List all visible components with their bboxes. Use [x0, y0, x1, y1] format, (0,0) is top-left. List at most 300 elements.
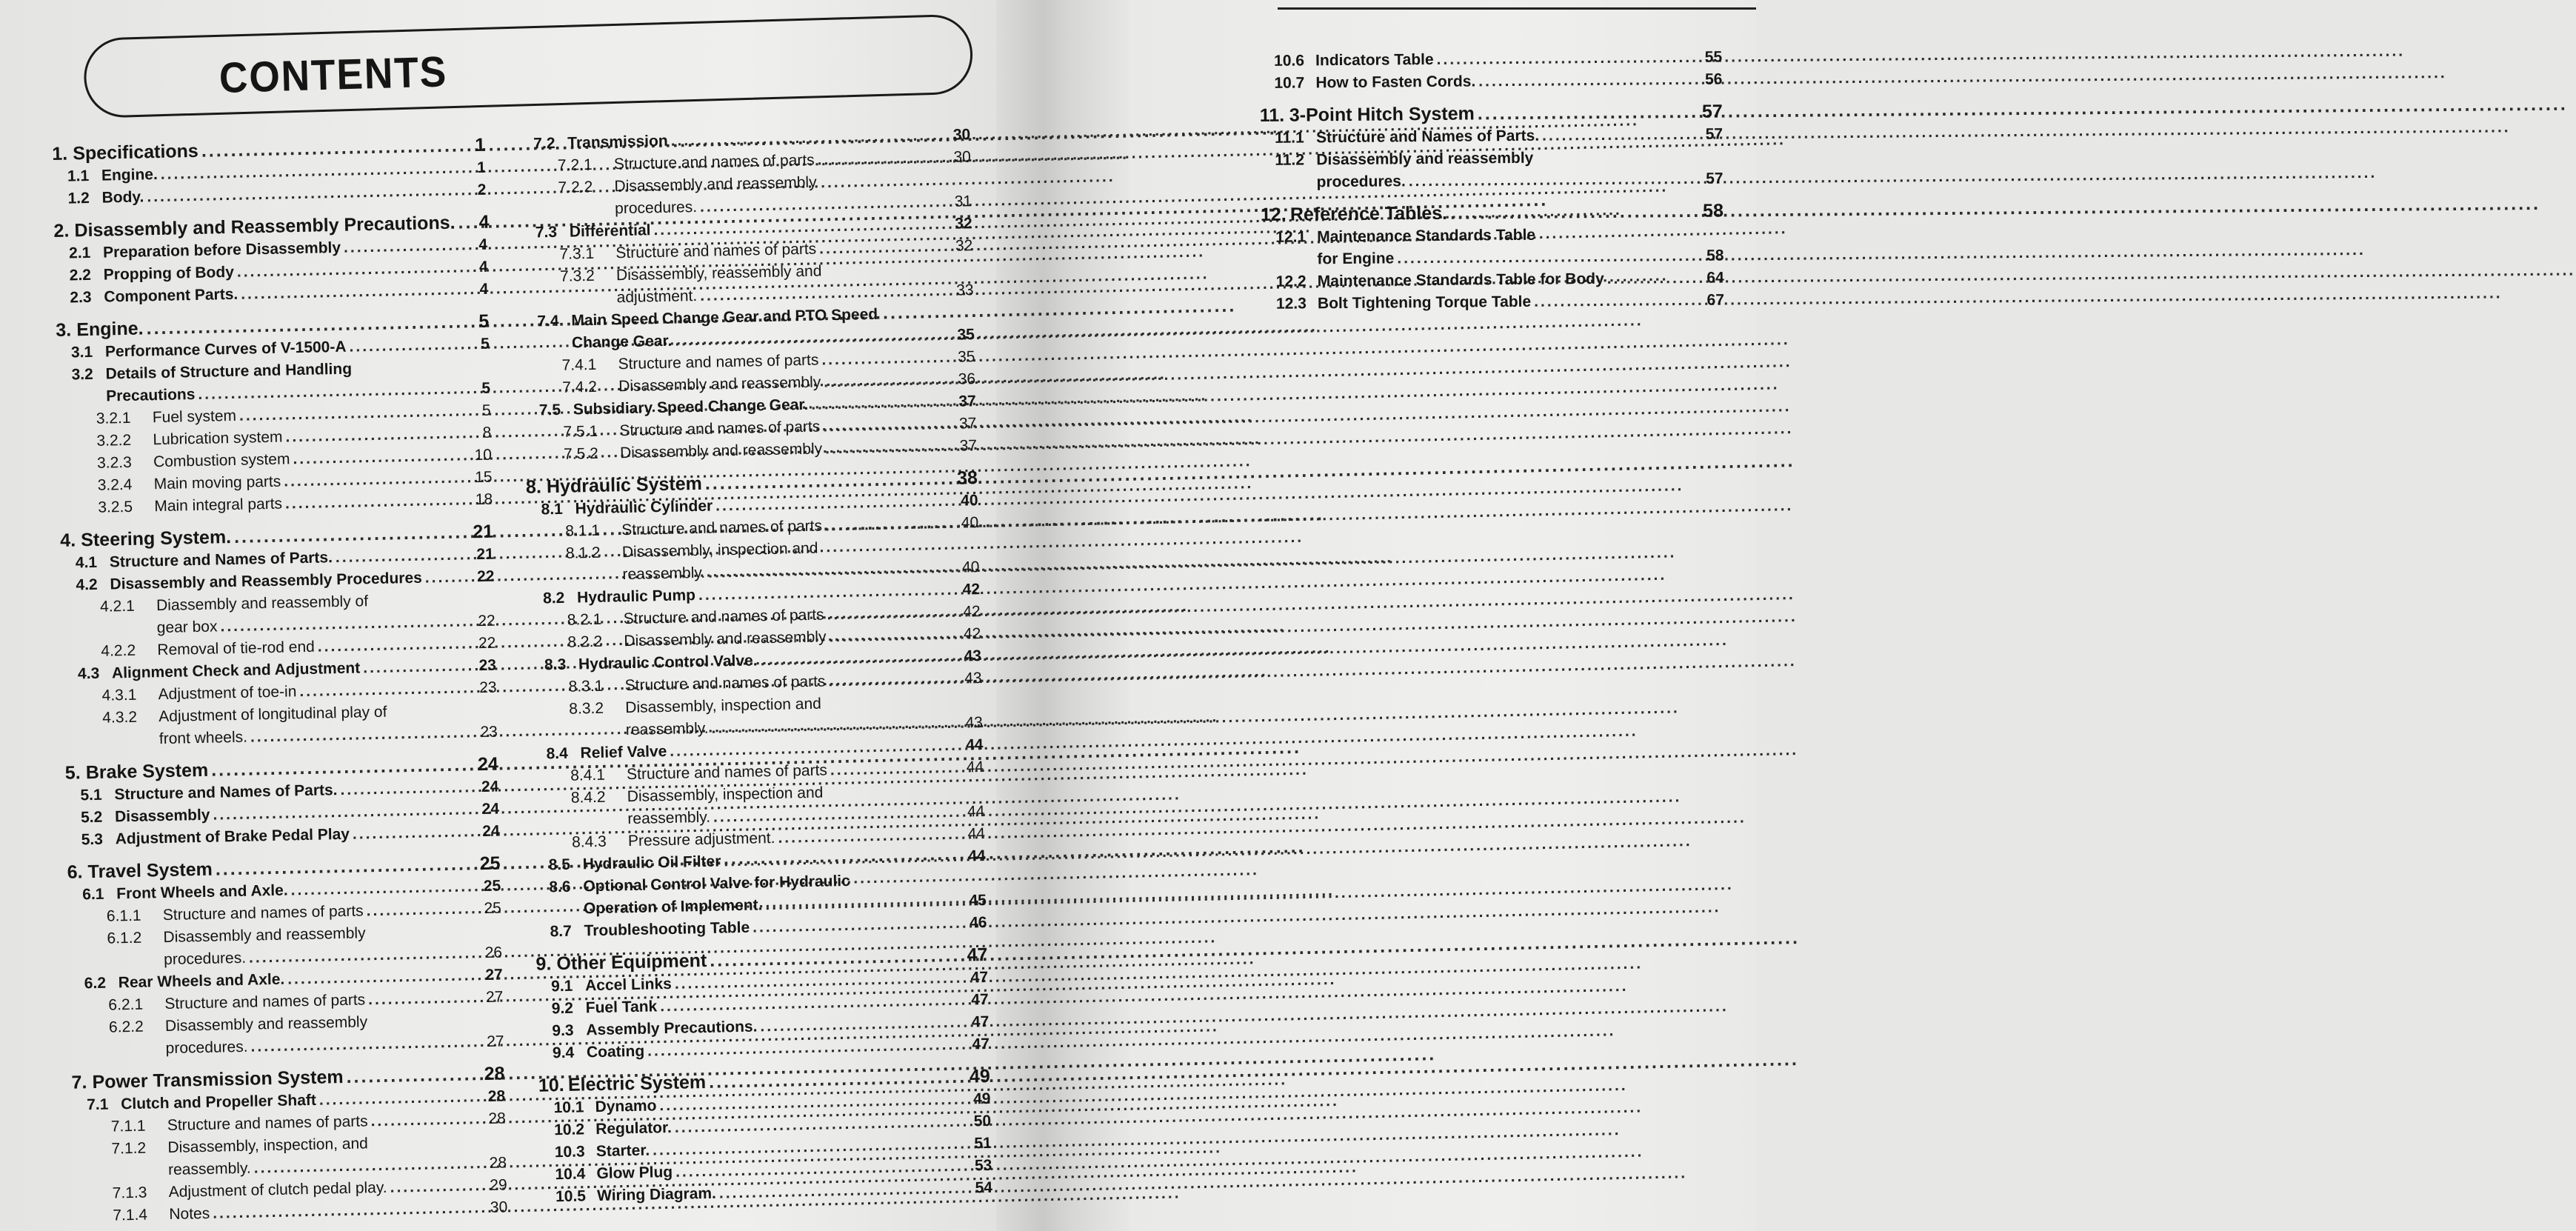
- toc-entry-number: 5.2: [80, 808, 103, 827]
- toc-entry-title-continued: front wheels.: [159, 728, 248, 748]
- dot-leader: [344, 234, 466, 258]
- toc-entry-title-continued: procedures.: [165, 1038, 248, 1058]
- dot-leader: [368, 987, 481, 1011]
- toc-entry-page: 45: [969, 891, 987, 910]
- toc-entry-page: 35: [957, 348, 975, 366]
- toc-entry-number: 4.2: [76, 576, 98, 594]
- dot-leader: [823, 413, 955, 438]
- dot-leader: [828, 668, 960, 693]
- toc-entry-page: 5: [478, 310, 490, 332]
- toc-entry-page: 2: [477, 181, 487, 199]
- toc-entry-title: Other Equipment: [556, 950, 707, 975]
- toc-entry-title: Bolt Tightening Torque Table: [1317, 293, 1532, 313]
- toc-entry-title: Lubrication system: [153, 428, 283, 449]
- toc-entry-title: Front Wheels and Axle.: [116, 881, 288, 903]
- toc-entry-number: 4.2.2: [101, 641, 136, 660]
- toc-entry-number: 7.1.2: [111, 1139, 147, 1158]
- toc-entry-title: Main Speed Change Gear and PTO Speed: [571, 305, 878, 330]
- toc-entry-title: Structure and names of parts: [618, 351, 819, 373]
- toc-entry-page: 8: [482, 424, 492, 441]
- toc-entry-page: 30: [490, 1198, 508, 1216]
- toc-entry-number: 3.2.4: [97, 476, 133, 494]
- toc-entry-number: 1.1: [67, 167, 90, 185]
- toc-entry-page: 28: [489, 1154, 507, 1172]
- toc-entry-page: 28: [487, 1087, 506, 1105]
- toc-entry-title-continued: reassembly.: [622, 564, 706, 584]
- toc-entry-page: 49: [969, 1065, 991, 1087]
- dot-leader: [1534, 290, 1702, 313]
- toc-entry-page: 5: [481, 401, 491, 419]
- page-title: CONTENTS: [218, 47, 448, 102]
- dot-leader: [830, 757, 962, 782]
- toc-entry-page: 31: [954, 193, 972, 210]
- toc-entry-page: 43: [965, 714, 984, 732]
- dot-leader: [370, 1108, 484, 1132]
- toc-entry-number: 6.1.2: [107, 929, 142, 947]
- toc-entry-title: Main moving parts: [153, 473, 281, 493]
- dot-leader: [817, 147, 949, 172]
- toc-entry-number: 9.4: [552, 1044, 575, 1062]
- toc-entry-title: Disassembly and reassembly: [163, 924, 366, 947]
- toc-entry-page: 53: [974, 1156, 992, 1175]
- toc-entry-title: Structure and names of parts: [164, 991, 366, 1013]
- toc-entry-title: Disassembly and reassembly: [618, 373, 821, 396]
- toc-entry-number: 2.1: [68, 244, 91, 262]
- toc-entry: [1259, 69, 1722, 95]
- toc-entry-number: 12.2: [1275, 273, 1307, 290]
- toc-entry-number: 6.2.2: [108, 1018, 144, 1036]
- toc-column-3: [1259, 47, 1724, 316]
- toc-entry-number: 7.2.2: [558, 178, 593, 196]
- toc-entry-page: 15: [475, 468, 493, 487]
- toc-entry-title: Removal of tie-rod end: [157, 638, 316, 659]
- dot-leader: [1436, 47, 1700, 71]
- toc-entry-page: 44: [967, 825, 986, 843]
- toc-entry-number: 2.3: [70, 288, 92, 307]
- toc-entry-title: Power Transmission System: [92, 1067, 344, 1093]
- toc-entry-page: 42: [962, 581, 981, 598]
- toc-entry-title: Brake System: [85, 759, 209, 784]
- toc-entry-title: Disassembly and reassembly: [619, 440, 823, 462]
- toc-entry-number: 7.3.1: [559, 244, 595, 263]
- toc-entry-page: 67: [1706, 291, 1725, 309]
- toc-entry-number: 5.3: [81, 830, 104, 849]
- toc-entry-number: 4.2.1: [99, 597, 136, 616]
- toc-entry-page: 30: [952, 126, 971, 144]
- toc-entry-title: Dynamo: [595, 1097, 657, 1116]
- toc-entry-number: 8.2.1: [567, 610, 602, 629]
- toc-entry-page: 40: [960, 492, 978, 510]
- toc-entry-page: 24: [481, 778, 499, 796]
- toc-entry-page: 46: [969, 913, 987, 932]
- toc-entry-number: 3.2.5: [98, 498, 133, 516]
- toc-entry-title: Maintenance Standards Table: [1317, 226, 1536, 246]
- toc-entry-page: 18: [475, 490, 493, 509]
- toc-entry-number: 9.1: [550, 977, 573, 995]
- toc-entry-page: 27: [486, 1032, 504, 1050]
- dot-leader: [1607, 267, 1702, 290]
- toc-entry-title: Pressure adjustment.: [627, 829, 775, 850]
- toc-entry-continuation: [1260, 168, 1723, 194]
- toc-entry-number: 10.1: [553, 1098, 584, 1117]
- toc-column-2: [518, 124, 992, 1208]
- dot-leader: [390, 1175, 485, 1199]
- toc-entry-page: 23: [478, 678, 497, 697]
- toc-entry-page: 24: [477, 753, 499, 775]
- toc-entry-page: 23: [480, 723, 498, 741]
- toc-entry-page: 58: [1702, 200, 1724, 221]
- toc-entry-title: Propping of Body: [103, 263, 235, 284]
- toc-entry-number: 11.: [1259, 104, 1285, 126]
- dot-leader: [1478, 100, 1699, 126]
- toc-entry-page: 36: [958, 370, 976, 388]
- dot-leader: [250, 1031, 482, 1058]
- toc-entry-title: Electric System: [567, 1071, 707, 1095]
- dot-leader: [319, 1086, 484, 1112]
- toc-entry-title: Relief Valve: [580, 742, 667, 762]
- toc-entry-title: Preparation before Disassembly: [102, 238, 341, 261]
- toc-entry-page: 10: [474, 446, 493, 464]
- dot-leader: [827, 601, 958, 627]
- toc-entry-page: 47: [972, 1035, 990, 1053]
- toc-entry-number: 3.: [56, 319, 72, 341]
- dot-leader: [285, 489, 471, 515]
- toc-entry-number: 7.1.4: [113, 1206, 148, 1224]
- dot-leader: [241, 278, 467, 305]
- toc-entry-title: Disassembly: [114, 806, 210, 826]
- toc-entry-title-continued: procedures.: [1316, 173, 1406, 191]
- toc-entry-title: Disassembly and reassembly: [614, 173, 817, 196]
- toc-entry-page: 51: [974, 1134, 992, 1152]
- toc-entry-page: 43: [964, 647, 982, 665]
- toc-entry-title-continued: procedures.: [163, 949, 247, 969]
- toc-entry-title: Steering System.: [80, 527, 232, 551]
- toc-entry-title: Adjustment of clutch pedal play.: [168, 1178, 387, 1201]
- toc-entry-title: Structure and names of parts: [621, 517, 823, 539]
- dot-leader: [353, 821, 478, 846]
- toc-entry-page: 58: [1706, 247, 1724, 264]
- toc-entry-number: 10.6: [1274, 52, 1305, 70]
- toc-entry-title-continued: reassembly.: [167, 1159, 251, 1179]
- toc-entry-title: Structure and Names of Parts.: [109, 549, 333, 571]
- dot-leader: [1542, 124, 1701, 147]
- toc-entry-number: 10.: [538, 1074, 564, 1096]
- toc-entry-page: 44: [966, 758, 984, 776]
- toc-entry-number: 4.3.2: [102, 708, 138, 727]
- toc-entry: [1260, 124, 1723, 150]
- dot-leader: [1409, 168, 1701, 193]
- toc-entry-title: Assembly Precautions.: [586, 1018, 758, 1039]
- toc-entry-page: 4: [479, 280, 489, 298]
- toc-entry-page: 24: [481, 800, 500, 818]
- dot-leader: [824, 369, 953, 394]
- toc-entry-number: 11.1: [1274, 129, 1304, 147]
- toc-entry-number: 8.4: [546, 744, 568, 763]
- toc-entry-title: Disassembly and reassembly: [1316, 149, 1534, 169]
- toc-entry-title: How to Fasten Cords.: [1315, 73, 1476, 92]
- top-rule: [1278, 7, 1756, 10]
- dot-leader: [366, 898, 479, 922]
- toc-entry-title: Starter.: [595, 1141, 650, 1161]
- toc-entry-number: 4.1: [75, 553, 98, 572]
- toc-entry-page: 32: [955, 215, 972, 233]
- toc-entry-title: Disassembly and reassembly: [624, 628, 827, 650]
- toc-entry-page: 21: [473, 521, 494, 543]
- toc-entry-page: 44: [967, 847, 986, 865]
- toc-entry-title: Disassembly, inspection, and: [167, 1135, 369, 1157]
- toc-entry-title: Disassembly and reassembly: [164, 1013, 368, 1035]
- toc-entry-title: Rear Wheels and Axle.: [118, 970, 285, 992]
- toc-entry-title: Adjustment of longitudinal play of: [159, 703, 387, 726]
- toc-entry-page: 4: [478, 258, 488, 276]
- toc-entry-title: Disassembly, reassembly and: [615, 262, 822, 284]
- toc-entry-page: 64: [1706, 269, 1724, 287]
- toc-entry-title: Fuel system: [152, 407, 237, 427]
- toc-entry-page: 54: [975, 1178, 993, 1197]
- toc-entry-number: 5.1: [80, 786, 102, 804]
- toc-entry-page: 1: [476, 159, 487, 176]
- toc-entry-number: 7.2.1: [557, 156, 593, 174]
- toc-entry-number: 8.1.1: [565, 521, 601, 540]
- toc-entry-number: 8.1: [541, 500, 564, 518]
- toc-entry-page: 49: [972, 1090, 991, 1108]
- toc-entry-page: 22: [478, 634, 496, 653]
- toc-entry-number: 7.2: [533, 134, 555, 153]
- toc-entry-number: 2.: [53, 220, 70, 241]
- toc-entry-page: 47: [971, 1013, 990, 1031]
- toc-entry-number: 7.3: [535, 223, 558, 241]
- toc-entry-number: 3.1: [70, 343, 93, 361]
- toc-entry-number: 4.3.1: [101, 686, 137, 704]
- toc-entry-number: 11.2: [1275, 151, 1305, 169]
- dot-leader: [829, 624, 958, 649]
- toc-entry-title: Alignment Check and Adjustment: [111, 659, 361, 682]
- toc-entry-number: 12.3: [1275, 295, 1307, 313]
- toc-entry-page: 22: [478, 612, 495, 630]
- toc-entry-page: 26: [484, 944, 503, 961]
- toc-entry-number: 10.3: [554, 1143, 585, 1161]
- toc-entry-title: Structure and Names of Parts.: [1315, 127, 1540, 147]
- dot-leader: [811, 391, 954, 416]
- toc-entry-number: 9.3: [552, 1021, 574, 1040]
- toc-entry-page: 40: [961, 558, 980, 576]
- toc-entry-number: 12.: [1260, 204, 1287, 225]
- toc-entry-page: 56: [1704, 70, 1723, 88]
- toc-entry-number: 8.: [525, 476, 542, 498]
- toc-entry-title: Troubleshooting Table: [584, 918, 750, 940]
- dot-leader: [819, 236, 951, 261]
- toc-entry-number: 8.2.2: [567, 633, 603, 651]
- toc-entry-number: 7.3.2: [559, 267, 595, 285]
- toc-entry-number: 8.4.3: [571, 833, 607, 851]
- toc-entry-number: 8.5: [548, 855, 571, 874]
- toc-entry-page: 27: [485, 988, 504, 1006]
- toc-entry-title: Disassembly and Reassembly Precautions.: [74, 212, 456, 241]
- toc-entry-page: 4: [478, 211, 490, 233]
- toc-entry-title: Structure and names of parts: [613, 151, 815, 173]
- toc-entry-title: Adjustment of Brake Pedal Play: [115, 825, 350, 848]
- toc-entry-page: 47: [970, 968, 989, 987]
- toc-entry-title: Coating: [586, 1042, 645, 1061]
- toc-entry-title: Notes: [169, 1204, 210, 1223]
- toc-entry-title: Travel System: [87, 858, 213, 883]
- toc-entry-title-continued: for Engine: [1317, 250, 1395, 268]
- toc-entry-number: 6.2.1: [108, 995, 144, 1014]
- toc-entry-page: 57: [1706, 170, 1724, 187]
- toc-entry-page: 43: [964, 670, 982, 687]
- toc-entry-page: 42: [963, 603, 981, 621]
- dot-leader: [424, 566, 472, 589]
- toc-entry-number: 1.: [52, 143, 68, 164]
- toc-entry-title: Hydraulic Oil Filter: [582, 853, 721, 873]
- toc-entry-number: 8.6: [549, 878, 571, 896]
- toc-entry-page: 25: [484, 899, 502, 918]
- toc-entry-number: 3.2.2: [96, 431, 132, 450]
- toc-entry-number: 7.1: [86, 1095, 109, 1114]
- toc-entry-number: 8.3.1: [568, 677, 604, 695]
- toc-entry-title: Body.: [101, 188, 144, 207]
- toc-entry-page: 35: [957, 326, 975, 344]
- toc-entry-page: 47: [971, 990, 989, 1009]
- toc-entry-page: 25: [483, 877, 501, 895]
- toc-entry-number: 2.2: [69, 266, 92, 284]
- toc-entry-number: 5.: [64, 762, 81, 784]
- toc-entry-number: 10.4: [555, 1165, 586, 1184]
- toc-entry-page: 28: [484, 1063, 505, 1085]
- toc-entry-page: 23: [478, 656, 497, 675]
- toc-entry-title: Disassembly and Reassembly Procedures: [110, 569, 423, 593]
- toc-entry-title: Hydraulic Cylinder: [575, 497, 713, 518]
- toc-entry-title-continued: Change Gear.: [571, 332, 673, 352]
- toc-entry-number: 4.: [59, 530, 76, 551]
- dot-leader: [346, 1062, 481, 1089]
- toc-entry-page: 57: [1701, 101, 1723, 122]
- toc-entry-number: 10.5: [555, 1187, 587, 1206]
- toc-entry-number: 12.1: [1275, 228, 1307, 246]
- toc-entry-page: 44: [965, 736, 984, 754]
- toc-entry-page: 37: [958, 393, 976, 410]
- dot-leader: [1397, 245, 1701, 270]
- dot-leader: [250, 721, 476, 748]
- toc-entry-title: Adjustment of toe-in: [158, 683, 297, 704]
- toc-entry-title: Structure and Names of Parts.: [114, 781, 338, 804]
- toc-entry-title: Disassembly, inspection and: [625, 695, 822, 717]
- toc-entry-number: 10.7: [1274, 74, 1305, 92]
- toc-entry: [1261, 290, 1724, 316]
- toc-entry-title: Subsidiary Speed Change Gear.: [573, 396, 809, 418]
- toc-entry-title: Optional Control Valve for Hydraulic: [583, 872, 851, 895]
- toc-entry-page: 5: [481, 379, 491, 397]
- toc-entry-page: 30: [953, 148, 972, 166]
- toc-entry-title: Diassembly and reassembly of: [156, 593, 369, 615]
- toc-entry-page: 37: [959, 437, 978, 455]
- toc-entry-title: Structure and names of parts: [162, 902, 364, 924]
- toc-entry-title: Differential: [569, 221, 651, 241]
- toc-entry-title: Disassembly, inspection and: [621, 539, 818, 561]
- toc-entry-page: 1: [475, 134, 486, 156]
- dot-leader: [825, 436, 955, 461]
- toc-entry-title-continued: adjustment.: [616, 287, 698, 307]
- toc-entry-number: 8.4.1: [570, 766, 606, 784]
- toc-entry-title: Component Parts.: [104, 285, 238, 306]
- toc-entry-page: 44: [967, 803, 985, 821]
- toc-entry-page: 25: [479, 853, 501, 875]
- toc-entry-number: 6.2: [84, 974, 107, 993]
- toc-entry-title: Maintenance Standards Table for Body: [1317, 270, 1604, 290]
- toc-entry-number: 7.5.1: [563, 422, 598, 441]
- toc-entry-number: 7.: [71, 1072, 87, 1093]
- toc-entry-page: 37: [958, 415, 977, 433]
- toc-entry-title-continued: Precautions: [105, 386, 196, 405]
- toc-entry-page: 38: [956, 467, 978, 489]
- toc-entry-number: 9.: [535, 953, 552, 975]
- toc-entry-title: Glow Plug: [596, 1163, 673, 1183]
- toc-entry-number: 7.5.2: [563, 444, 599, 463]
- toc-entry-page: 24: [482, 822, 500, 841]
- dot-leader: [825, 513, 957, 538]
- toc-entry-page: 50: [973, 1112, 992, 1130]
- toc-entry-number: 8.4.2: [570, 788, 606, 807]
- toc-entry-number: 7.5: [538, 401, 561, 419]
- toc-entry-page: 55: [1704, 48, 1723, 66]
- dot-leader: [1478, 69, 1700, 93]
- toc-entry-title: Performance Curves of V-1500-A: [104, 338, 347, 361]
- toc-entry-page: 22: [476, 567, 495, 586]
- toc-entry-page: 27: [485, 966, 503, 984]
- toc-entry-page: 5: [480, 335, 490, 353]
- toc-entry-number: 7.4: [537, 312, 559, 330]
- toc-entry-title: Specifications: [73, 140, 199, 164]
- toc-entry-title: Clutch and Propeller Shaft: [120, 1091, 317, 1113]
- toc-entry-page: 57: [1705, 125, 1724, 143]
- dot-leader: [349, 333, 467, 358]
- toc-entry-number: 7.1.1: [110, 1117, 146, 1135]
- toc-entry-title-continued: procedures.: [614, 198, 698, 218]
- toc-entry-title: Wiring Diagram.: [596, 1184, 717, 1205]
- toc-entry-title-continued: gear box: [156, 618, 218, 637]
- toc-entry-number: 6.1.1: [106, 907, 141, 925]
- toc-entry-title: Structure and names of parts: [619, 418, 821, 440]
- toc-entry-number: 3.2.3: [96, 453, 133, 472]
- toc-entry-number: 8.2: [542, 589, 565, 607]
- toc-entry-title: Engine.: [101, 166, 159, 184]
- toc-entry-title-continued: reassembly.: [625, 719, 709, 739]
- dot-leader: [317, 633, 473, 658]
- toc-entry-page: 21: [476, 545, 495, 564]
- toc-entry-title: Fuel Tank: [585, 998, 658, 1017]
- toc-entry-number: 4.3: [77, 664, 100, 683]
- toc-entry-number: 1.2: [67, 189, 90, 207]
- dot-leader: [1450, 199, 1700, 225]
- dot-leader: [363, 655, 474, 679]
- toc-entry-title: Main integral parts: [154, 495, 283, 516]
- toc-entry-title: Combustion system: [153, 450, 290, 471]
- toc-entry-title: Regulator.: [595, 1118, 673, 1138]
- toc-entry-number: 8.7: [550, 922, 573, 941]
- toc-entry-page: 4: [478, 236, 488, 253]
- toc-column-1: [52, 133, 508, 1228]
- toc-entry-title: Structure and names of parts: [624, 673, 826, 695]
- toc-entry-number: 3.2: [71, 365, 94, 384]
- toc-entry-title-continued: Operation of Implement.: [583, 896, 763, 918]
- toc-entry-number: 8.3.2: [569, 699, 604, 718]
- toc-entry-title: Structure and names of parts: [626, 761, 828, 784]
- toc-entry-title: Reference Tables.: [1289, 202, 1448, 225]
- dot-leader: [336, 544, 472, 569]
- toc-entry-title: Hydraulic Pump: [576, 587, 696, 607]
- dot-leader: [299, 677, 475, 703]
- toc-entry-page: 47: [967, 944, 988, 966]
